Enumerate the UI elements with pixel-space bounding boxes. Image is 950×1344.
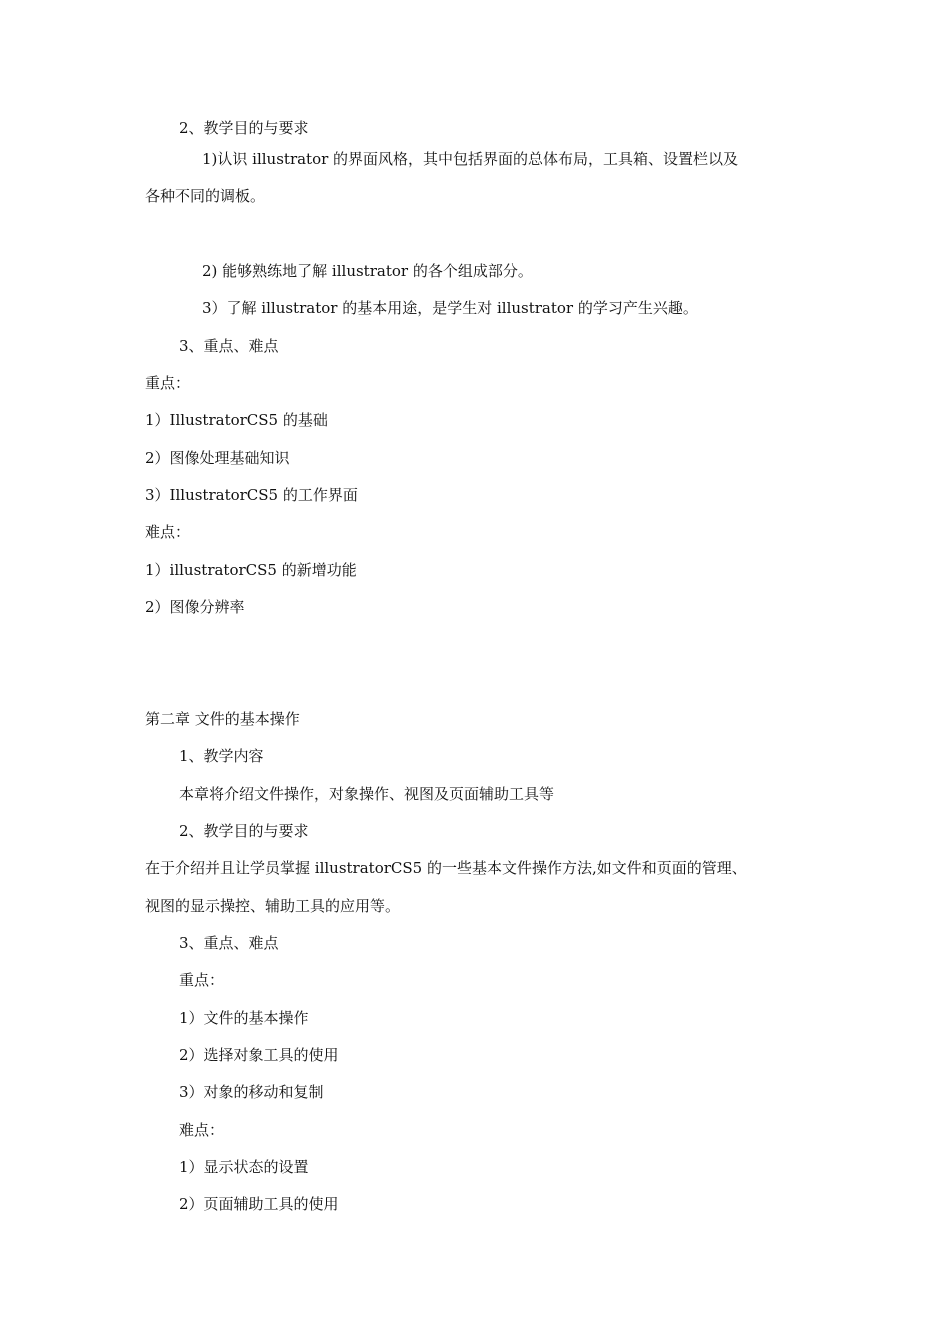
content-heading: 1、教学内容: [179, 747, 264, 765]
goals-text-line-1: 在于介绍并且让学员掌握 illustratorCS5 的一些基本文件操作方法,如文件和页面的管理、: [145, 859, 747, 877]
key-label: 重点：: [145, 374, 191, 392]
content-text: 本章将介绍文件操作，对象操作、视图及页面辅助工具等: [179, 785, 555, 803]
difficulty-item: 2）页面辅助工具的使用: [179, 1195, 339, 1213]
difficulty-item: 1）显示状态的设置: [179, 1158, 309, 1176]
goal-item-1-line-1: 1)认识 illustrator 的界面风格，其中包括界面的总体布局，工具箱、设置栏以及: [202, 150, 739, 168]
key-points-heading: 3、重点、难点: [179, 337, 279, 355]
key-item: 3）IllustratorCS5 的工作界面: [145, 486, 358, 504]
key-points-heading: 3、重点、难点: [179, 934, 279, 952]
goals-text-line-2: 视图的显示操控、辅助工具的应用等。: [145, 897, 401, 915]
chapter-title: 第二章 文件的基本操作: [145, 710, 300, 728]
key-item: 2）图像处理基础知识: [145, 449, 290, 467]
key-item: 1）IllustratorCS5 的基础: [145, 411, 328, 429]
difficulty-item: 2）图像分辨率: [145, 598, 245, 616]
key-item: 3）对象的移动和复制: [179, 1083, 324, 1101]
difficulty-label: 难点：: [179, 1121, 225, 1139]
difficulty-item: 1）illustratorCS5 的新增功能: [145, 561, 357, 579]
difficulty-label: 难点：: [145, 523, 191, 541]
key-item: 1）文件的基本操作: [179, 1009, 309, 1027]
goal-item-1-line-2: 各种不同的调板。: [145, 187, 266, 205]
key-label: 重点：: [179, 971, 225, 989]
goals-heading: 2、教学目的与要求: [179, 119, 309, 137]
goals-heading: 2、教学目的与要求: [179, 822, 309, 840]
key-item: 2）选择对象工具的使用: [179, 1046, 339, 1064]
goal-item-3: 3）了解 illustrator 的基本用途，是学生对 illustrator 的学习产生兴趣。: [202, 299, 698, 317]
goal-item-2: 2) 能够熟练地了解 illustrator 的各个组成部分。: [202, 262, 533, 280]
